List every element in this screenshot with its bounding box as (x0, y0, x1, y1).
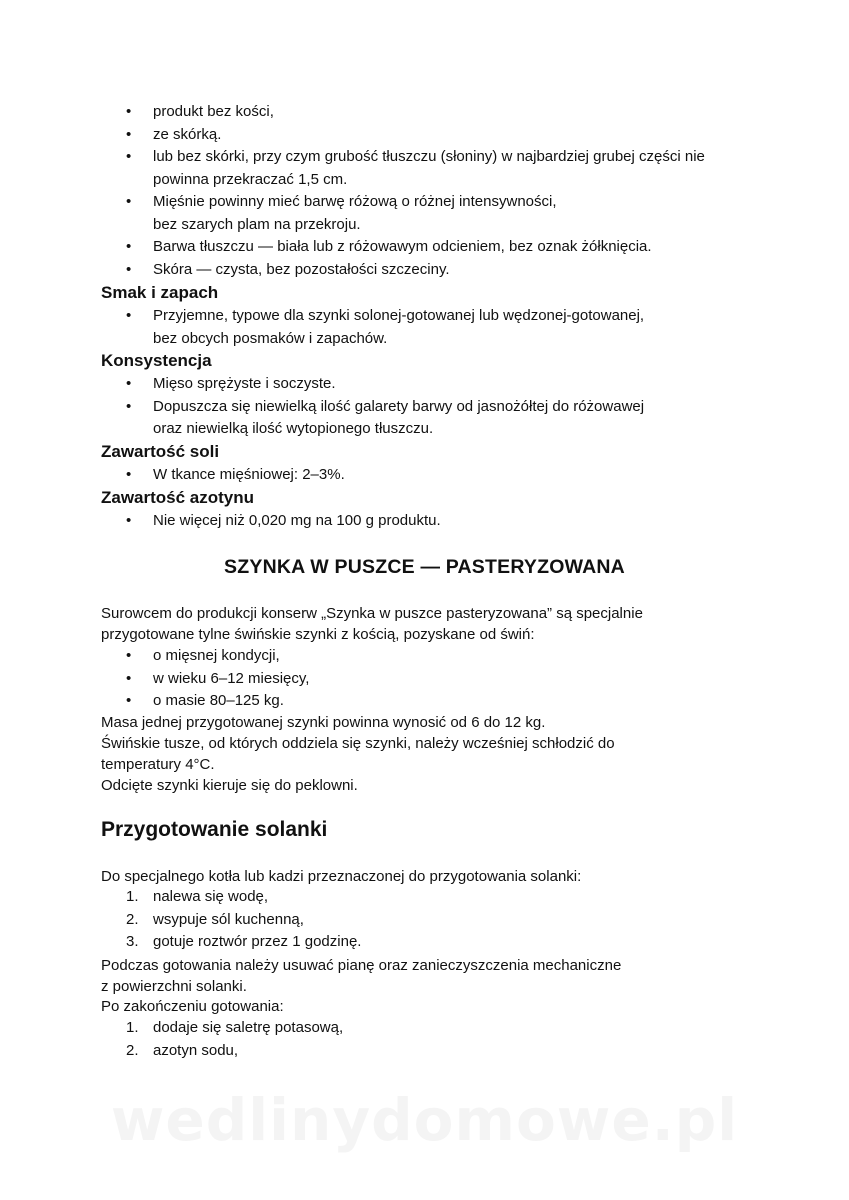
list-item: • produkt bez kości, (0, 101, 753, 124)
heading-konsystencja: Konsystencja (101, 351, 212, 370)
list-item: 2. wsypuje sól kuchenną, (0, 909, 753, 932)
boil-paragraph: Podczas gotowania należy usuwać pianę oraz zanieczyszczenia mechaniczne z powierzchni solanki. (101, 957, 622, 995)
list-item: • Mięso sprężyste i soczyste. (0, 373, 753, 396)
page-title: SZYNKA W PUSZCE — PASTERYZOWANA (224, 556, 625, 578)
bullet-icon: • (126, 307, 132, 324)
bullet-icon: • (126, 692, 132, 709)
step-number: 3. (126, 933, 139, 950)
step-number: 1. (126, 1019, 139, 1036)
list-item: • Dopuszcza się niewielką ilość galarety barwy od jasnożółtej do różowawej oraz niewielką ilość wytopionego tłuszczu. (126, 397, 645, 437)
brine-intro: Do specjalnego kotła lub kadzi przeznaczonej do przygotowania solanki: (101, 868, 582, 885)
bullet-icon: • (126, 260, 132, 278)
konsystencja-list (0, 373, 753, 441)
bullet-icon: • (126, 375, 132, 392)
list-item: • W tkance mięśniowej: 2–3%. (0, 464, 753, 487)
bullet-icon: • (126, 148, 132, 165)
brine-steps-list (0, 886, 753, 954)
list-item: 1. dodaje się saletrę potasową, (0, 1017, 753, 1040)
bullet-icon: • (126, 103, 132, 120)
step-number: 2. (126, 910, 139, 928)
bullet-icon: • (126, 647, 132, 664)
list-item: 2. azotyn sodu, (0, 1040, 753, 1063)
list-item: • Mięśnie powinny mieć barwę różową o różnej intensywności, bez szarych plam na przekroju. (126, 193, 557, 233)
product-features-list (0, 101, 753, 281)
list-item: • Nie więcej niż 0,020 mg na 100 g produktu. (0, 510, 753, 533)
chill-paragraph: Świńskie tusze, od których oddziela się szynki, należy wcześniej schłodzić do temperatury 4°C. (101, 735, 615, 773)
list-item: • Skóra — czysta, bez pozostałości szczeciny. (0, 259, 753, 282)
list-item: 1. nalewa się wodę, (0, 886, 753, 909)
heading-sol: Zawartość soli (101, 442, 220, 461)
heading-azotyn: Zawartość azotynu (101, 488, 255, 507)
step-number: 2. (126, 1041, 139, 1059)
list-item: • Barwa tłuszczu — biała lub z różowawym odcieniem, bez oznak żółknięcia. (0, 236, 753, 259)
cut-paragraph: Odcięte szynki kieruje się do peklowni. (101, 777, 358, 794)
bullet-icon: • (126, 397, 132, 415)
list-item: • o masie 80–125 kg. (0, 690, 753, 713)
section-heading: Przygotowanie solanki (101, 818, 328, 841)
azotyn-list (0, 510, 753, 533)
bullet-icon: • (126, 238, 132, 255)
bullet-icon: • (126, 193, 132, 210)
pig-criteria-list (0, 645, 753, 713)
list-item: 3. gotuje roztwór przez 1 godzinę. (0, 931, 753, 954)
bullet-icon: • (126, 669, 132, 687)
step-number: 1. (126, 888, 139, 905)
list-item: • w wieku 6–12 miesięcy, (0, 668, 753, 691)
smak-list (0, 305, 753, 350)
watermark: wedlinydomowe.pl (110, 1086, 739, 1154)
intro-paragraph: Surowcem do produkcji konserw „Szynka w puszce pasteryzowana” są specjalnie przygotowane tylne świńskie szynki z kością, pozyskane od świń: (101, 605, 643, 643)
bullet-icon: • (126, 512, 132, 529)
list-item: • o mięsnej kondycji, (0, 645, 753, 668)
bullet-icon: • (126, 125, 132, 143)
heading-smak: Smak i zapach (101, 283, 219, 302)
list-item: • lub bez skórki, przy czym grubość tłuszczu (słoniny) w najbardziej grubej części nie powinna przekraczać 1,5 cm. (126, 148, 705, 188)
after-paragraph: Po zakończeniu gotowania: (101, 998, 284, 1015)
mass-paragraph: Masa jednej przygotowanej szynki powinna wynosić od 6 do 12 kg. (101, 714, 546, 731)
list-item: • Przyjemne, typowe dla szynki solonej-gotowanej lub wędzonej-gotowanej, bez obcych posmaków i zapachów. (126, 307, 645, 347)
sol-list (0, 464, 753, 487)
bullet-icon: • (126, 466, 132, 483)
after-steps-list (0, 1017, 753, 1062)
list-item: • ze skórką. (0, 124, 753, 147)
